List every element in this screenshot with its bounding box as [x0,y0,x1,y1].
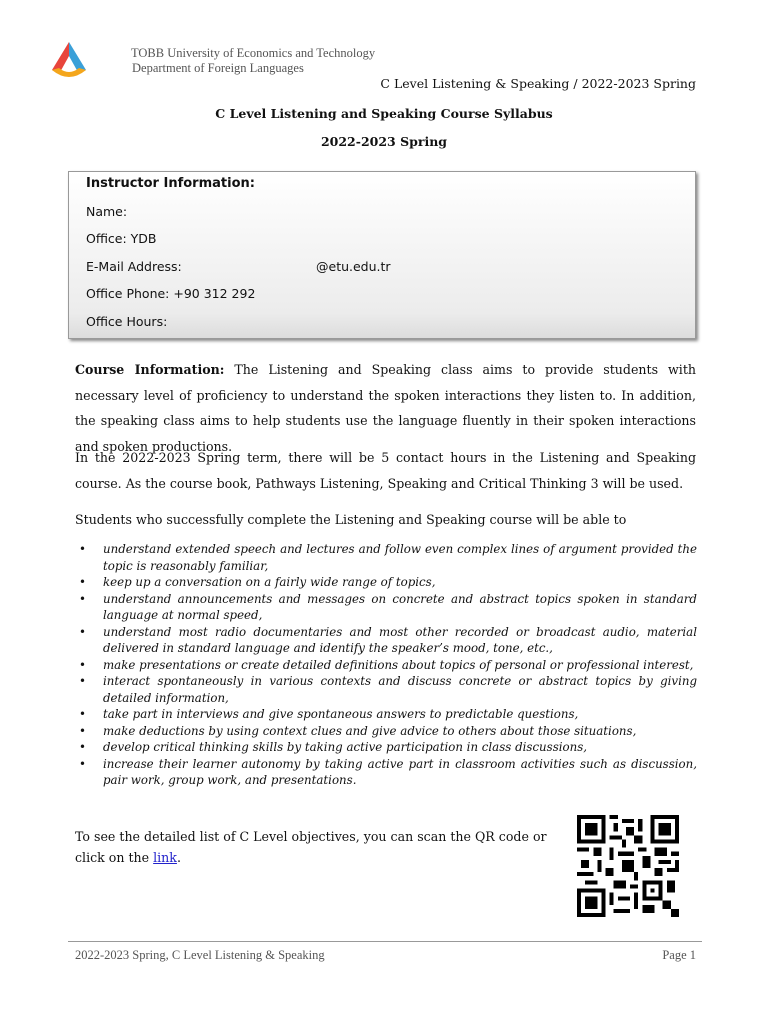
list-item: • develop critical thinking skills by taking active participation in class discussions, [75,739,697,756]
objectives-list [75,541,697,789]
instructor-email [86,259,586,274]
header-course-term: C Level Listening & Speaking / 2022-2023 Spring [380,76,696,91]
instructor-phone: Office Phone: +90 312 292 [86,286,256,301]
instructor-hours: Office Hours: [86,314,168,329]
document-subtitle: 2022-2023 Spring [320,134,448,149]
university-name: TOBB University of Economics and Technology [131,46,376,60]
qr-paragraph [75,826,565,868]
department-name: Department of Foreign Languages [132,61,304,75]
objectives-link[interactable]: link [153,850,177,865]
term-paragraph: In the 2022-2023 Spring term, there will be 5 contact hours in the Listening and Speaking course. As the course book, Pathways Listening, Speaking and Critical Thinking 3 will be used. [75,450,696,491]
list-item: • increase their learner autonomy by taking active part in classroom activities such as discussion, pair work, group work, and presentations. [75,756,697,789]
instructor-heading: Instructor Information: [86,176,255,191]
instructor-name: Name: [86,204,128,219]
list-item: • understand announcements and messages on concrete and abstract topics spoken in standard language at normal speed, [75,591,697,624]
qr-code-icon[interactable] [577,815,679,917]
list-item: • keep up a conversation on a fairly wide range of topics, [75,574,697,591]
course-info-label: Course Information: [75,362,225,377]
qr-text: To see the detailed list of C Level objectives, you can scan the QR code or click on the [75,829,547,865]
list-item: • make deductions by using context clues and give advice to others about those situations, [75,723,697,740]
list-item: • understand extended speech and lectures and follow even complex lines of argument provided the topic is reasonably familiar, [75,541,697,574]
footer-divider [68,941,702,942]
instructor-info-box [68,171,696,339]
email-domain: @etu.edu.tr [316,259,391,274]
course-info-text: The Listening and Speaking class aims to provide students with necessary level of proficiency to understand the spoken interactions they listen to. In addition, the speaking class aims to help students use the language fluently in their spoken interactions and spoken productions. [75,362,696,454]
course-info-paragraph [75,357,696,459]
instructor-office: Office: YDB [86,231,157,246]
list-item: • make presentations or create detailed definitions about topics of personal or professional interest, [75,657,697,674]
list-item: • interact spontaneously in various contexts and discuss concrete or abstract topics by giving detailed information, [75,673,697,706]
email-label: E-Mail Address: [86,259,182,274]
qr-text-end: . [176,850,181,865]
university-header [131,46,375,76]
page-number: Page 1 [662,948,696,962]
document-title: C Level Listening and Speaking Course Syllabus [215,106,553,121]
list-item: • understand most radio documentaries and most other recorded or broadcast audio, material delivered in standard language and identify the speaker’s mood, tone, etc., [75,624,697,657]
footer-course: 2022-2023 Spring, C Level Listening & Speaking [75,948,325,962]
list-item: • take part in interviews and give spontaneous answers to predictable questions, [75,706,697,723]
objectives-intro: Students who successfully complete the Listening and Speaking course will be able to [75,512,627,527]
university-logo-icon [48,40,90,80]
